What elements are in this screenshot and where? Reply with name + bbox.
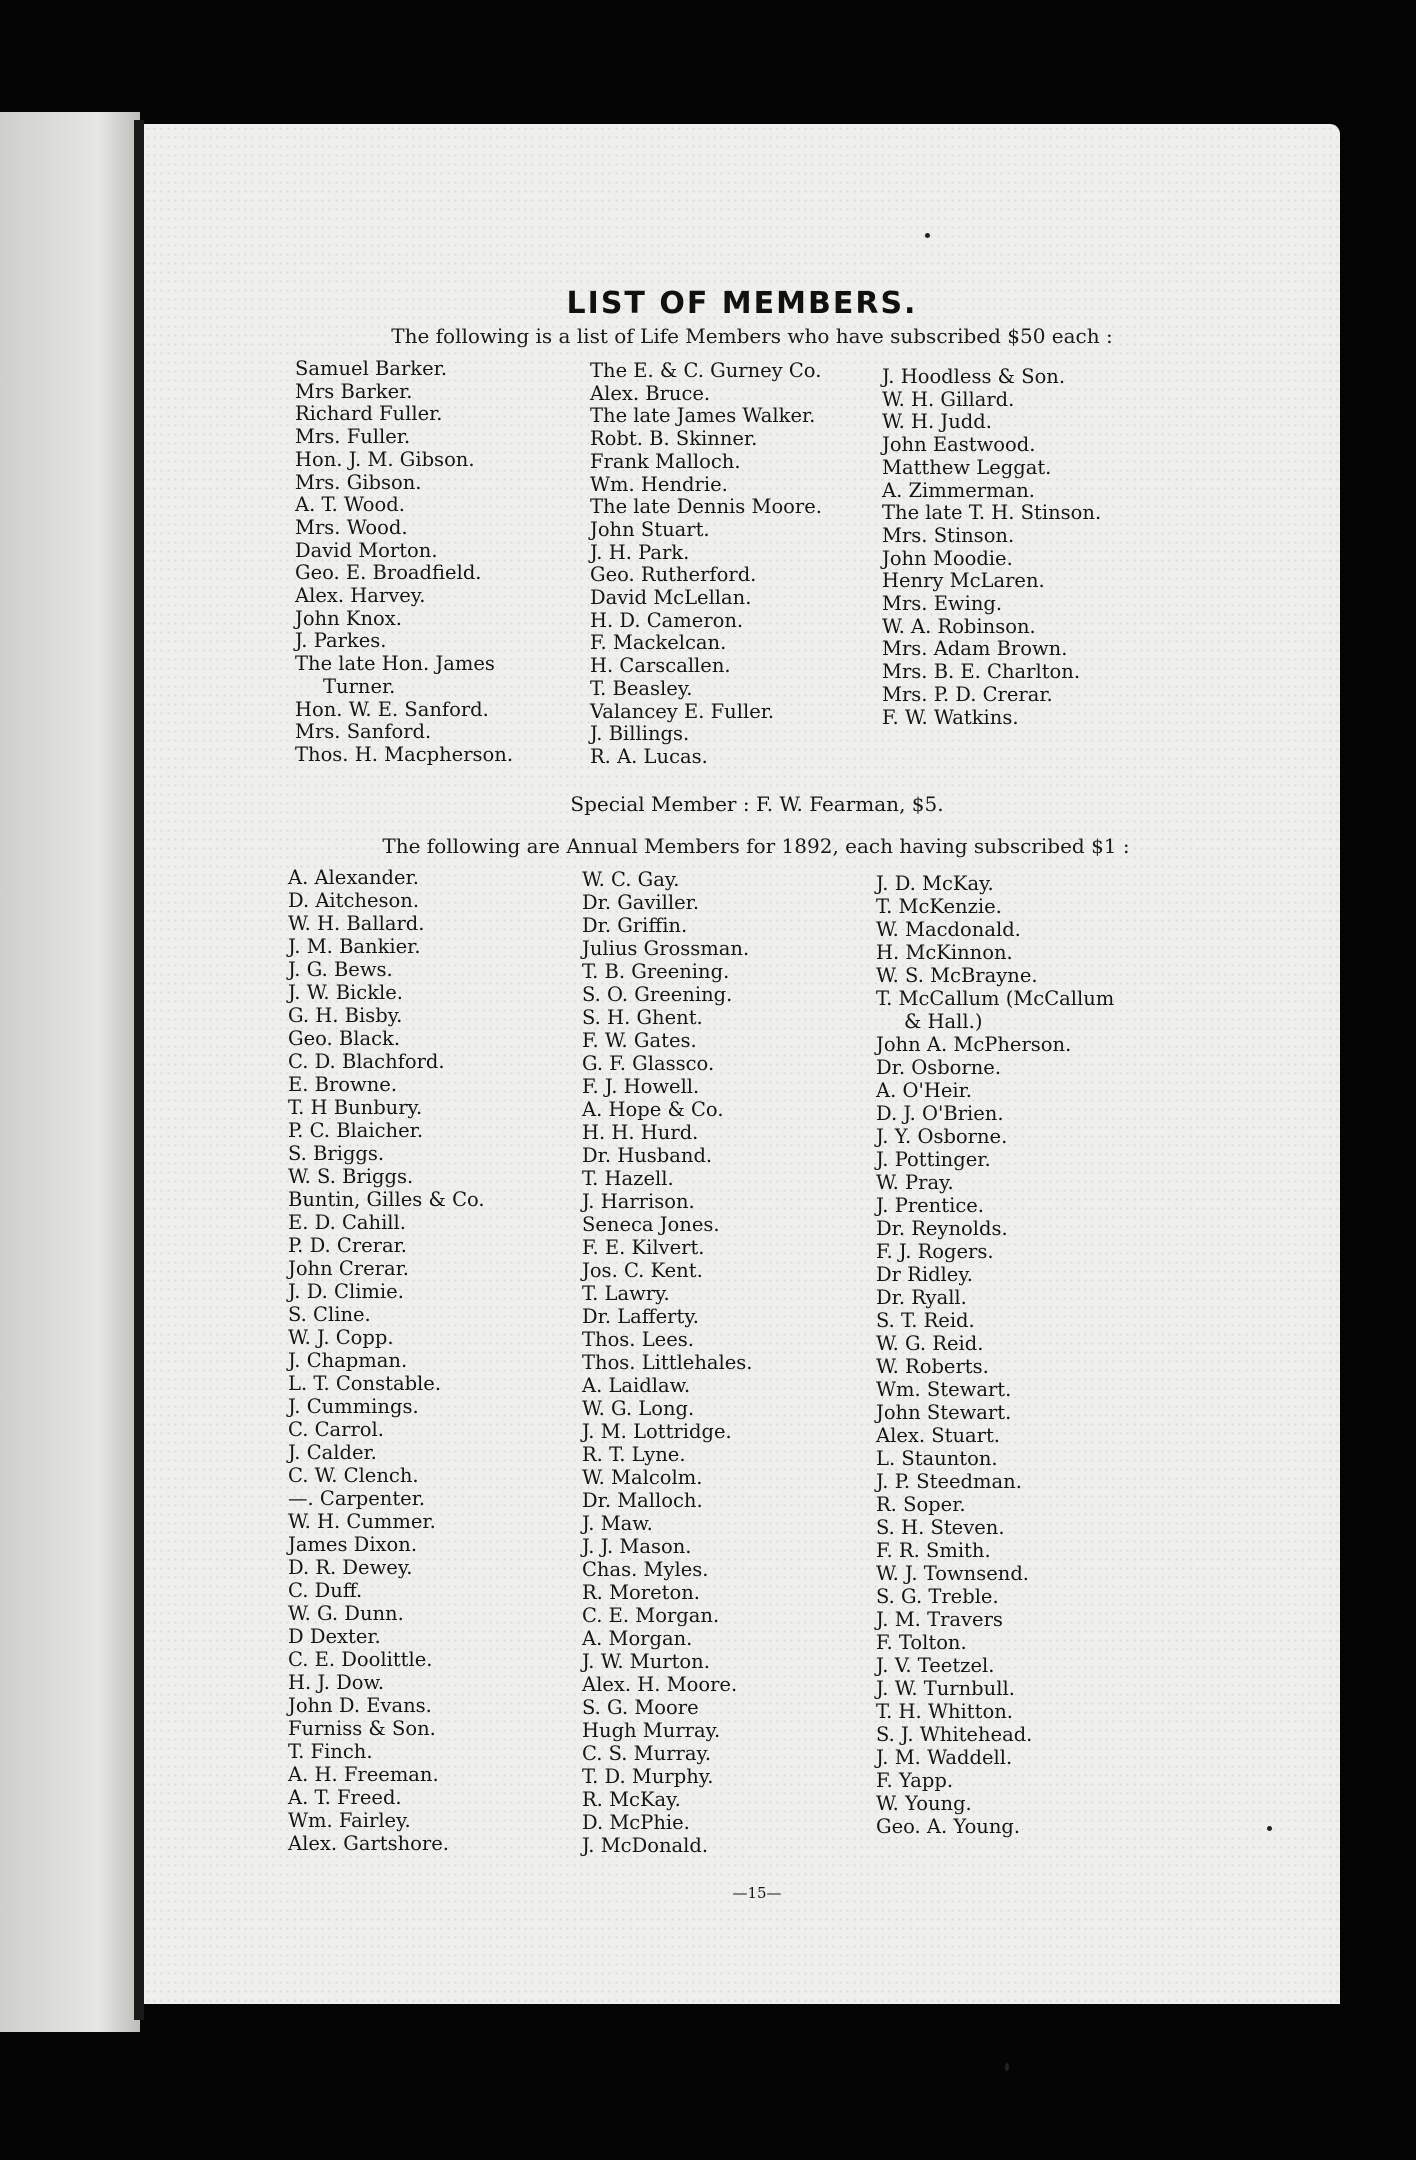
member-entry: F. J. Howell. [582, 1075, 700, 1098]
member-entry: The late Dennis Moore. [590, 495, 822, 519]
member-entry: Matthew Leggat. [882, 455, 1052, 479]
member-entry: Geo. A. Young. [876, 1815, 1021, 1838]
member-entry: Frank Malloch. [590, 449, 741, 473]
member-entry: John Crerar. [288, 1257, 409, 1280]
page-number: —15— [732, 1884, 782, 1902]
facing-page-edge [0, 112, 140, 2032]
member-entry: F. Mackelcan. [590, 631, 727, 655]
member-entry: W. G. Reid. [876, 1332, 984, 1355]
member-entry: S. Briggs. [288, 1142, 385, 1165]
member-entry: Mrs. Adam Brown. [882, 637, 1068, 661]
member-entry: T. McKenzie. [876, 895, 1002, 918]
member-entry: H. J. Dow. [288, 1671, 385, 1694]
member-entry: Geo. Rutherford. [590, 563, 757, 587]
member-entry: A. Morgan. [582, 1627, 693, 1650]
member-entry: Mrs Barker. [295, 379, 413, 403]
member-entry: Mrs. B. E. Charlton. [882, 660, 1081, 684]
member-entry: Hon. W. E. Sanford. [295, 697, 489, 721]
member-entry: G. F. Glassco. [582, 1052, 715, 1075]
member-entry: H. Carscallen. [590, 654, 731, 678]
member-entry: D. R. Dewey. [288, 1556, 413, 1579]
member-entry: Buntin, Gilles & Co. [288, 1188, 485, 1211]
member-entry: The late James Walker. [590, 404, 816, 428]
annual-members-column-2 [582, 868, 753, 1857]
member-entry: Mrs. Fuller. [295, 425, 411, 449]
special-member-line: Special Member : F. W. Fearman, $5. [570, 792, 944, 816]
member-entry: C. Duff. [288, 1579, 363, 1602]
member-entry: John Stuart. [590, 517, 710, 541]
member-entry: S. T. Reid. [876, 1309, 975, 1332]
member-entry: T. Lawry. [582, 1282, 670, 1305]
member-entry: W. Pray. [876, 1171, 954, 1194]
member-entry: R. A. Lucas. [590, 744, 708, 768]
member-entry: W. Young. [876, 1792, 972, 1815]
member-entry: C. E. Morgan. [582, 1604, 720, 1627]
member-entry: John Moodie. [882, 546, 1013, 570]
member-entry: W. G. Long. [582, 1397, 695, 1420]
member-entry: Henry McLaren. [882, 569, 1045, 593]
member-entry: J. J. Mason. [582, 1535, 692, 1558]
dust-speck [925, 233, 930, 238]
member-entry: David Morton. [295, 538, 438, 562]
member-entry: T. H. Whitton. [876, 1700, 1013, 1723]
member-entry: J. W. Bickle. [288, 981, 404, 1004]
member-entry: D. J. O'Brien. [876, 1102, 1004, 1125]
member-entry: W. Macdonald. [876, 918, 1021, 941]
member-entry: Julius Grossman. [582, 937, 750, 960]
member-entry: W. Malcolm. [582, 1466, 703, 1489]
member-entry: E. D. Cahill. [288, 1211, 406, 1234]
dust-speck [1005, 2063, 1009, 2071]
member-entry: J. W. Murton. [582, 1650, 710, 1673]
member-entry: W. C. Gay. [582, 868, 680, 891]
member-entry: Geo. E. Broadfield. [295, 561, 482, 585]
life-members-column-1 [295, 358, 513, 767]
page-content [144, 124, 1340, 2004]
member-entry: J. H. Park. [590, 540, 690, 564]
member-entry: J. Prentice. [876, 1194, 984, 1217]
life-members-column-2 [590, 360, 822, 769]
member-entry: The E. & C. Gurney Co. [590, 359, 822, 382]
member-entry: John Eastwood. [882, 433, 1036, 457]
annual-members-column-3 [876, 872, 1114, 1838]
member-entry: A. Laidlaw. [582, 1374, 691, 1397]
member-entry: W. S. Briggs. [288, 1165, 414, 1188]
member-entry: J. Harrison. [582, 1190, 695, 1213]
member-entry: F. W. Gates. [582, 1029, 697, 1052]
member-entry: S. J. Whitehead. [876, 1723, 1033, 1746]
member-entry: W. S. McBrayne. [876, 964, 1038, 987]
member-entry: R. Soper. [876, 1493, 966, 1516]
member-entry: C. E. Doolittle. [288, 1648, 433, 1671]
member-entry: S. G. Moore [582, 1696, 699, 1719]
member-entry: J. McDonald. [582, 1834, 709, 1857]
member-entry: —. Carpenter. [288, 1487, 426, 1510]
member-entry: P. D. Crerar. [288, 1234, 408, 1257]
member-entry: G. H. Bisby. [288, 1004, 403, 1027]
member-entry: W. J. Copp. [288, 1326, 394, 1349]
member-entry: Geo. Black. [288, 1027, 401, 1050]
member-entry: R. Moreton. [582, 1581, 700, 1604]
member-entry: F. R. Smith. [876, 1539, 991, 1562]
member-entry: Dr. Husband. [582, 1144, 713, 1167]
member-entry: W. H. Gillard. [882, 387, 1015, 411]
member-entry: Thos. H. Macpherson. [295, 742, 514, 766]
member-entry: John D. Evans. [288, 1694, 432, 1717]
member-entry: W. J. Townsend. [876, 1562, 1030, 1585]
member-entry: Alex. Gartshore. [288, 1832, 449, 1855]
member-entry: J. P. Steedman. [876, 1470, 1022, 1493]
member-entry: Dr. Griffin. [582, 914, 688, 937]
member-entry: T. B. Greening. [582, 960, 730, 983]
member-entry: J. M. Lottridge. [582, 1420, 732, 1443]
member-entry: A. T. Freed. [288, 1786, 402, 1809]
member-entry: Mrs. Ewing. [882, 592, 1003, 616]
member-entry: Chas. Myles. [582, 1558, 709, 1581]
member-entry: Mrs. Wood. [295, 515, 408, 539]
member-entry: H. H. Hurd. [582, 1121, 699, 1144]
annual-members-column-1 [288, 866, 485, 1855]
member-entry: Mrs. Sanford. [295, 720, 432, 744]
member-entry: P. C. Blaicher. [288, 1119, 424, 1142]
member-entry: D. Aitcheson. [288, 889, 420, 912]
member-entry: A. O'Heir. [876, 1079, 972, 1102]
member-entry: James Dixon. [288, 1533, 418, 1556]
member-entry: Alex. Stuart. [876, 1424, 1000, 1447]
member-entry: J. M. Travers [876, 1608, 1003, 1631]
member-entry: T. Finch. [288, 1740, 373, 1763]
member-entry: & Hall.) [904, 1010, 983, 1033]
member-entry: L. Staunton. [876, 1447, 998, 1470]
member-entry: S. H. Steven. [876, 1516, 1005, 1539]
member-entry: Dr. Malloch. [582, 1489, 703, 1512]
member-entry: T. H Bunbury. [288, 1096, 423, 1119]
member-entry: Mrs. Gibson. [295, 470, 422, 494]
member-entry: Hon. J. M. Gibson. [295, 447, 475, 471]
member-entry: Wm. Hendrie. [590, 472, 728, 496]
member-entry: C. Carrol. [288, 1418, 384, 1441]
member-entry: Dr Ridley. [876, 1263, 973, 1286]
member-entry: J. Hoodless & Son. [882, 365, 1066, 388]
member-entry: Richard Fuller. [295, 402, 443, 426]
member-entry: J. V. Teetzel. [876, 1654, 995, 1677]
member-entry: T. Hazell. [582, 1167, 674, 1190]
member-entry: S. Cline. [288, 1303, 371, 1326]
member-entry: David McLellan. [590, 586, 752, 610]
member-entry: Mrs. Stinson. [882, 523, 1015, 547]
member-entry: R. T. Lyne. [582, 1443, 686, 1466]
member-entry: S. H. Ghent. [582, 1006, 703, 1029]
member-entry: Mrs. P. D. Crerar. [882, 682, 1053, 706]
member-entry: The late T. H. Stinson. [882, 501, 1102, 525]
member-entry: A. T. Wood. [295, 493, 405, 517]
member-entry: Furniss & Son. [288, 1717, 436, 1740]
life-members-column-3 [882, 366, 1101, 729]
member-entry: W. A. Robinson. [882, 614, 1036, 638]
member-entry: W. Roberts. [876, 1355, 989, 1378]
member-entry: J. Maw. [582, 1512, 653, 1535]
member-entry: T. D. Murphy. [582, 1765, 714, 1788]
dust-speck [1267, 1826, 1272, 1831]
member-entry: C. D. Blachford. [288, 1050, 445, 1073]
member-entry: The late Hon. James [295, 652, 495, 676]
member-entry: A. Zimmerman. [882, 478, 1035, 502]
member-entry: L. T. Constable. [288, 1372, 442, 1395]
member-entry: R. McKay. [582, 1788, 681, 1811]
member-entry: Valancey E. Fuller. [590, 699, 775, 723]
member-entry: John Stewart. [876, 1401, 1012, 1424]
member-entry: J. Y. Osborne. [876, 1125, 1008, 1148]
member-entry: W. H. Cummer. [288, 1510, 436, 1533]
member-entry: J. M. Bankier. [288, 935, 421, 958]
member-entry: J. Chapman. [288, 1349, 408, 1372]
member-entry: T. Beasley. [590, 676, 693, 700]
member-entry: Dr. Lafferty. [582, 1305, 699, 1328]
member-entry: F. Yapp. [876, 1769, 954, 1792]
member-entry: D Dexter. [288, 1625, 381, 1648]
member-entry: Hugh Murray. [582, 1719, 721, 1742]
member-entry: Alex. Bruce. [590, 381, 711, 405]
member-entry: H. D. Cameron. [590, 608, 744, 632]
member-entry: F. E. Kilvert. [582, 1236, 705, 1259]
member-entry: F. Tolton. [876, 1631, 967, 1654]
member-entry: Thos. Littlehales. [582, 1351, 753, 1374]
page-title: LIST OF MEMBERS. [566, 286, 918, 321]
member-entry: Wm. Stewart. [876, 1378, 1012, 1401]
member-entry: Robt. B. Skinner. [590, 427, 758, 451]
member-entry: J. G. Bews. [288, 958, 393, 981]
member-entry: Seneca Jones. [582, 1213, 720, 1236]
member-entry: Turner. [323, 674, 396, 698]
member-entry: F. W. Watkins. [882, 705, 1019, 729]
member-entry: C. W. Clench. [288, 1464, 419, 1487]
member-entry: Jos. C. Kent. [582, 1259, 703, 1282]
member-entry: Dr. Reynolds. [876, 1217, 1008, 1240]
member-entry: Alex. Harvey. [295, 584, 426, 608]
member-entry: C. S. Murray. [582, 1742, 712, 1765]
member-entry: J. Billings. [590, 722, 690, 746]
member-entry: W. H. Judd. [882, 410, 992, 434]
member-entry: J. W. Turnbull. [876, 1677, 1015, 1700]
member-entry: Wm. Fairley. [288, 1809, 411, 1832]
member-entry: John Knox. [295, 606, 402, 630]
member-entry: Alex. H. Moore. [582, 1673, 738, 1696]
member-entry: S. G. Treble. [876, 1585, 999, 1608]
annual-members-intro: The following are Annual Members for 1892, each having subscribed $1 : [382, 834, 1130, 858]
member-entry: Dr. Gaviller. [582, 891, 700, 914]
member-entry: J. M. Waddell. [876, 1746, 1013, 1769]
member-entry: F. J. Rogers. [876, 1240, 994, 1263]
member-entry: J. D. McKay. [876, 872, 994, 895]
member-entry: Dr. Osborne. [876, 1056, 1002, 1079]
page-gutter [134, 120, 144, 2020]
member-entry: W. G. Dunn. [288, 1602, 404, 1625]
life-members-intro: The following is a list of Life Members who have subscribed $50 each : [391, 324, 1113, 348]
member-entry: T. McCallum (McCallum [876, 987, 1115, 1010]
member-entry: J. Parkes. [295, 629, 387, 653]
member-entry: A. Hope & Co. [582, 1098, 724, 1121]
member-entry: J. Cummings. [288, 1395, 419, 1418]
member-entry: Dr. Ryall. [876, 1286, 967, 1309]
member-entry: Thos. Lees. [582, 1328, 694, 1351]
member-entry: J. Pottinger. [876, 1148, 991, 1171]
member-entry: E. Browne. [288, 1073, 398, 1096]
member-entry: H. McKinnon. [876, 941, 1013, 964]
member-entry: D. McPhie. [582, 1811, 690, 1834]
member-entry: S. O. Greening. [582, 983, 733, 1006]
member-entry: J. Calder. [288, 1441, 377, 1464]
member-entry: Samuel Barker. [295, 357, 448, 380]
member-entry: W. H. Ballard. [288, 912, 425, 935]
member-entry: A. Alexander. [288, 866, 419, 889]
member-entry: A. H. Freeman. [288, 1763, 439, 1786]
member-entry: John A. McPherson. [876, 1033, 1072, 1056]
member-entry: J. D. Climie. [288, 1280, 404, 1303]
